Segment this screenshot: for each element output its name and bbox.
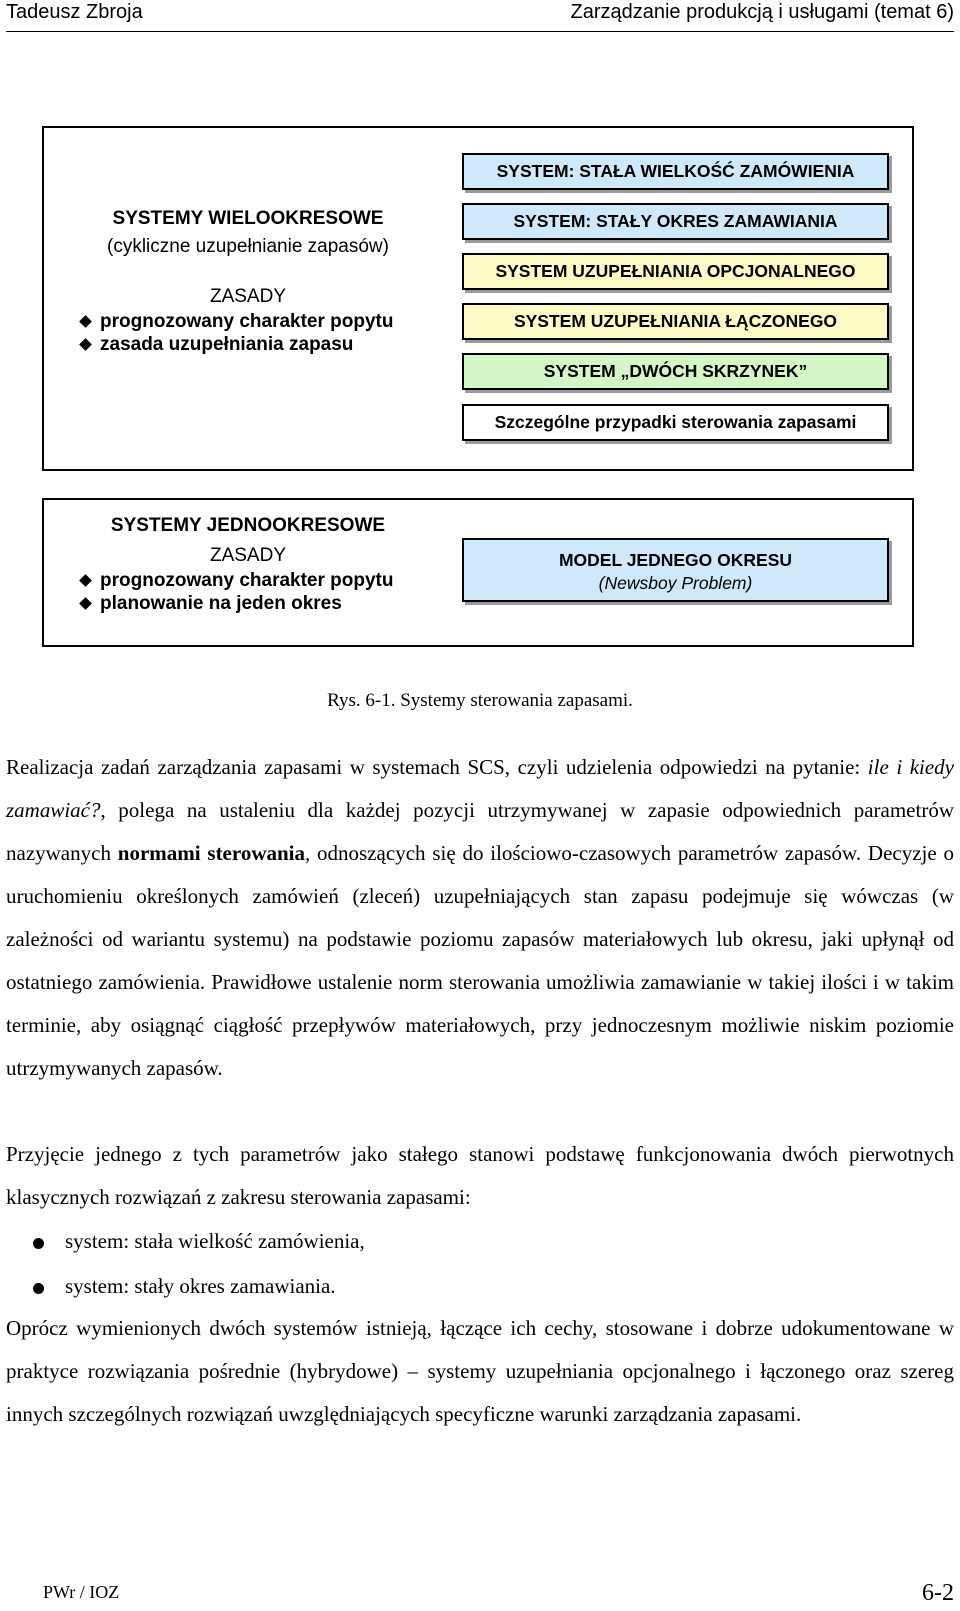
- single-period-title: SYSTEMY JEDNOOKRESOWE: [110, 515, 386, 536]
- diamond-bullet-icon: [79, 315, 92, 328]
- single-period-rule: planowanie na jeden okres: [78, 593, 418, 615]
- system-box-special-cases: Szczególne przypadki sterowania zapasami: [462, 404, 889, 441]
- paragraph-3: Oprócz wymienionych dwóch systemów istnieją, łączące ich cechy, stosowane i dobrze udokumentowane w praktyce rozwiązania pośrednie (hybrydowe) – systemy uzupełniania opcjonalnego i łączonego oraz szereg innych szczególnych rozwiązań uwzględniających specyficzne warunki zarządzania zapasami.: [6, 1316, 954, 1426]
- model-subtitle: (Newsboy Problem): [598, 573, 753, 593]
- bullet-icon: [33, 1283, 44, 1294]
- system-box-optional-replenishment: SYSTEM UZUPEŁNIANIA OPCJONALNEGO: [462, 253, 889, 290]
- system-box-combined-replenishment: SYSTEM UZUPEŁNIANIA ŁĄCZONEGO: [462, 303, 889, 340]
- diamond-bullet-icon: [79, 574, 92, 587]
- bullet-icon: [33, 1238, 44, 1249]
- multi-period-title: SYSTEMY WIELOOKRESOWE: [112, 208, 384, 229]
- paragraph-1: Realizacja zadań zarządzania zapasami w systemach SCS, czyli udzielenia odpowiedzi na pytanie: ile i kiedy zamawiać?, polega na ustaleniu dla każdej pozycji utrzymywanej w zapasie odpowiednich parametrów nazywanych normami sterowania, odnoszących się do ilościowo-czasowych parametrów zapasów. Decyzje o uruchomieniu określonych zamówień (zleceń) uzupełniających stan zapasu podejmuje się wówczas (w zależności od wariantu systemu) na podstawie poziomu zapasów materiałowych lub okresu, jaki upłynął od ostatniego zamówienia. Prawidłowe ustalenie norm sterowania umożliwia zamawianie w takiej ilości i w takim terminie, aby osiągnąć ciągłość przepływów materiałowych, przy jednoczesnym możliwie niskim poziomie utrzymywanych zapasów.: [6, 755, 954, 1080]
- multi-period-rule: zasada uzupełniania zapasu: [78, 334, 418, 356]
- footer-institution: PWr / IOZ: [43, 1582, 120, 1602]
- header-author: Tadeusz Zbroja: [6, 1, 143, 23]
- bullet-list: [6, 1219, 906, 1309]
- list-item: system: stały okres zamawiania.: [6, 1264, 906, 1309]
- diamond-bullet-icon: [79, 597, 92, 610]
- emphasis-question: ile i kiedy zamawiać?: [6, 755, 954, 822]
- single-period-description: [78, 515, 418, 615]
- diamond-bullet-icon: [79, 338, 92, 351]
- single-period-rules-heading: ZASADY: [209, 545, 287, 566]
- multi-period-rules-heading: ZASADY: [209, 286, 287, 307]
- multi-period-subtitle: (cykliczne uzupełnianie zapasów): [107, 236, 389, 257]
- system-box-fixed-order-period: SYSTEM: STAŁY OKRES ZAMAWIANIA: [462, 203, 889, 240]
- figure-caption: Rys. 6-1. Systemy sterowania zapasami.: [327, 690, 633, 711]
- list-item: system: stała wielkość zamówienia,: [6, 1219, 906, 1264]
- system-box-two-bin: SYSTEM „DWÓCH SKRZYNEK”: [462, 353, 889, 390]
- page-header: [6, 0, 954, 32]
- single-period-rule: prognozowany charakter popytu: [78, 570, 418, 592]
- single-period-model-box: [462, 538, 889, 602]
- bold-term: normami sterowania: [117, 841, 305, 865]
- paragraph-2: Przyjęcie jednego z tych parametrów jako stałego stanowi podstawę funkcjonowania dwóch pierwotnych klasycznych rozwiązań z zakresu sterowania zapasami:: [6, 1142, 954, 1209]
- model-title: MODEL JEDNEGO OKRESU: [558, 550, 793, 570]
- page-footer: [0, 1578, 960, 1608]
- header-course: Zarządzanie produkcją i usługami (temat 6): [570, 1, 954, 23]
- page-number: 6-2: [922, 1580, 954, 1606]
- multi-period-description: [78, 208, 418, 356]
- system-box-fixed-order-quantity: SYSTEM: STAŁA WIELKOŚĆ ZAMÓWIENIA: [462, 153, 889, 190]
- multi-period-rule: prognozowany charakter popytu: [78, 311, 418, 333]
